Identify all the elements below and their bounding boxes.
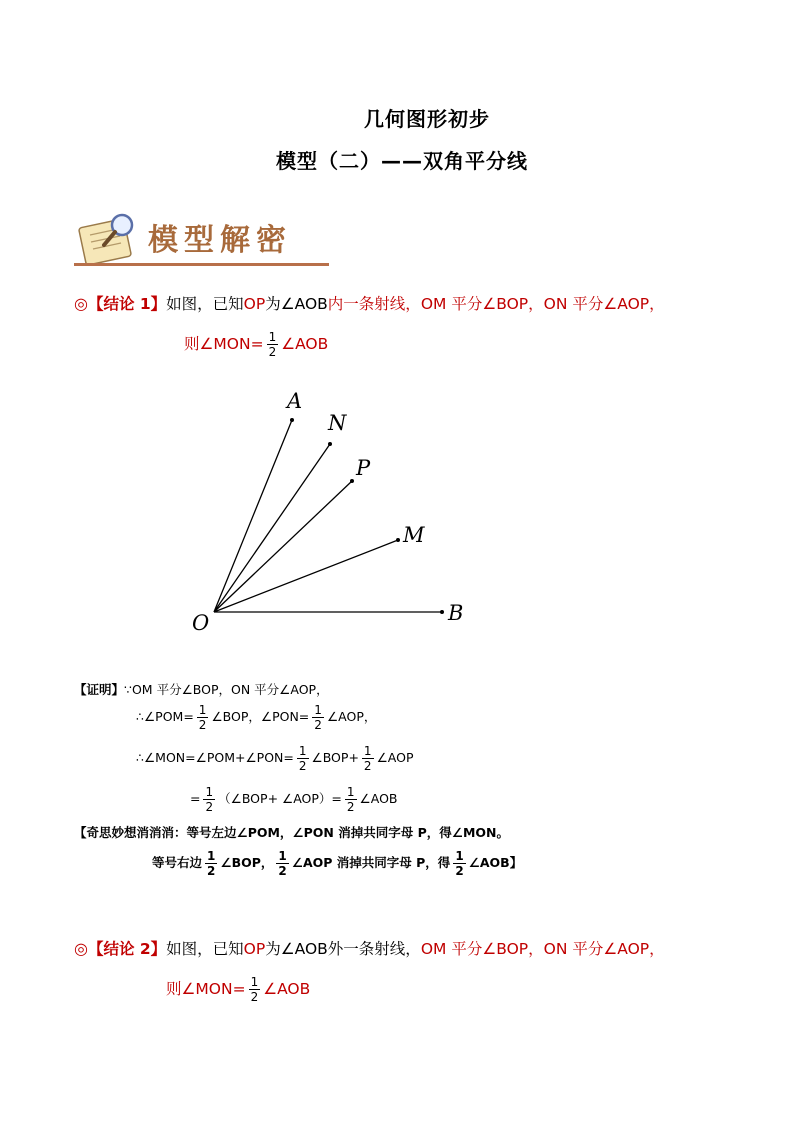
conclusion-1-text-b: 为∠AOB: [265, 295, 328, 313]
ray-op: [214, 481, 352, 612]
proof-line-4: [190, 785, 398, 814]
label-a: A: [287, 389, 303, 413]
conclusion-2-text-a: 如图，已知: [166, 940, 244, 958]
bullet-icon: ◎: [74, 939, 88, 958]
conclusion-1-tail: ∠AOB: [281, 335, 329, 353]
conclusion-2-op: OP: [243, 940, 266, 958]
half-fraction: $\frac{1}{2}$: [455, 849, 464, 878]
half-fraction: $\frac{1}{2}$: [268, 330, 277, 359]
conclusion-2-result: [166, 975, 310, 1004]
label-b: B: [448, 601, 464, 625]
proof-line-2-c: ∠AOP，: [326, 709, 377, 724]
label-p: P: [356, 456, 371, 480]
proof-tip-2-b: ∠BOP，: [220, 855, 274, 870]
proof-line-2-b: ∠BOP，∠PON=: [211, 709, 310, 724]
conclusion-2-tail: ∠AOB: [263, 980, 311, 998]
proof-tip-2-a: 等号右边: [152, 855, 203, 870]
proof-line-3: [136, 744, 413, 773]
half-fraction: $\frac{1}{2}$: [205, 785, 214, 814]
ray-om: [214, 540, 398, 612]
half-fraction: $\frac{1}{2}$: [363, 744, 372, 773]
label-m: M: [403, 523, 425, 547]
conclusion-2-tag: 【结论 2】: [87, 940, 167, 958]
proof-line-2: [136, 703, 376, 732]
proof-tip-2: [152, 849, 522, 878]
conclusion-2-text-b: 为∠AOB: [265, 940, 328, 958]
conclusion-2-then: 则∠MON=: [166, 980, 246, 998]
conclusion-1-result: [184, 330, 328, 359]
conclusion-1-text-c: 内一条射线，: [327, 295, 421, 313]
proof-tip-1: 【奇思妙想消消消：等号左边∠POM，∠PON 消掉共同字母 P，得∠MON。: [74, 825, 509, 840]
proof-line-4-b: （∠BOP+ ∠AOP）=: [218, 791, 342, 806]
half-fraction: $\frac{1}{2}$: [278, 849, 287, 878]
proof-line-3-b: ∠BOP+: [311, 750, 359, 765]
half-fraction: $\frac{1}{2}$: [250, 975, 259, 1004]
proof-line-3-c: ∠AOP: [376, 750, 414, 765]
proof-line-1: [74, 680, 329, 698]
conclusion-1-text-a: 如图，已知: [166, 295, 244, 313]
conclusion-1-line: [74, 292, 665, 314]
half-fraction: $\frac{1}{2}$: [314, 703, 322, 732]
proof-line-4-c: ∠AOB: [359, 791, 398, 806]
angle-bisector-figure: [180, 380, 480, 640]
half-fraction: $\frac{1}{2}$: [198, 703, 207, 732]
banner-divider: [74, 263, 329, 266]
label-n: N: [328, 411, 347, 435]
conclusion-1-then: 则∠MON=: [184, 335, 264, 353]
proof-line-2-a: ∴∠POM=: [136, 709, 194, 724]
proof-open: 【证明】: [74, 682, 125, 697]
page-subtitle: 模型（二）——双角平分线: [276, 149, 528, 173]
conclusion-1-op: OP: [243, 295, 266, 313]
proof-tip-2-c: ∠AOP 消掉共同字母 P，得: [291, 855, 451, 870]
proof-line-4-a: =: [190, 791, 201, 806]
conclusion-2-line: [74, 937, 665, 959]
conclusion-1-tag: 【结论 1】: [87, 295, 167, 313]
page-title: 几何图形初步: [364, 107, 490, 131]
banner-title: 模型解密: [148, 223, 292, 258]
half-fraction: $\frac{1}{2}$: [346, 785, 355, 814]
conclusion-2-text-c: 外一条射线，: [327, 940, 421, 958]
conclusion-1-text-d: OM 平分∠BOP，ON 平分∠AOP，: [420, 295, 665, 313]
bullet-icon: ◎: [74, 294, 88, 313]
label-o: O: [192, 611, 210, 635]
proof-tip-2-d: ∠AOB】: [468, 855, 523, 870]
proof-line-1-text: ∵OM 平分∠BOP，ON 平分∠AOP，: [124, 682, 329, 697]
conclusion-2-text-d: OM 平分∠BOP，ON 平分∠AOP，: [420, 940, 665, 958]
proof-line-3-a: ∴∠MON=∠POM+∠PON=: [136, 750, 294, 765]
half-fraction: $\frac{1}{2}$: [207, 849, 216, 878]
half-fraction: $\frac{1}{2}$: [298, 744, 307, 773]
